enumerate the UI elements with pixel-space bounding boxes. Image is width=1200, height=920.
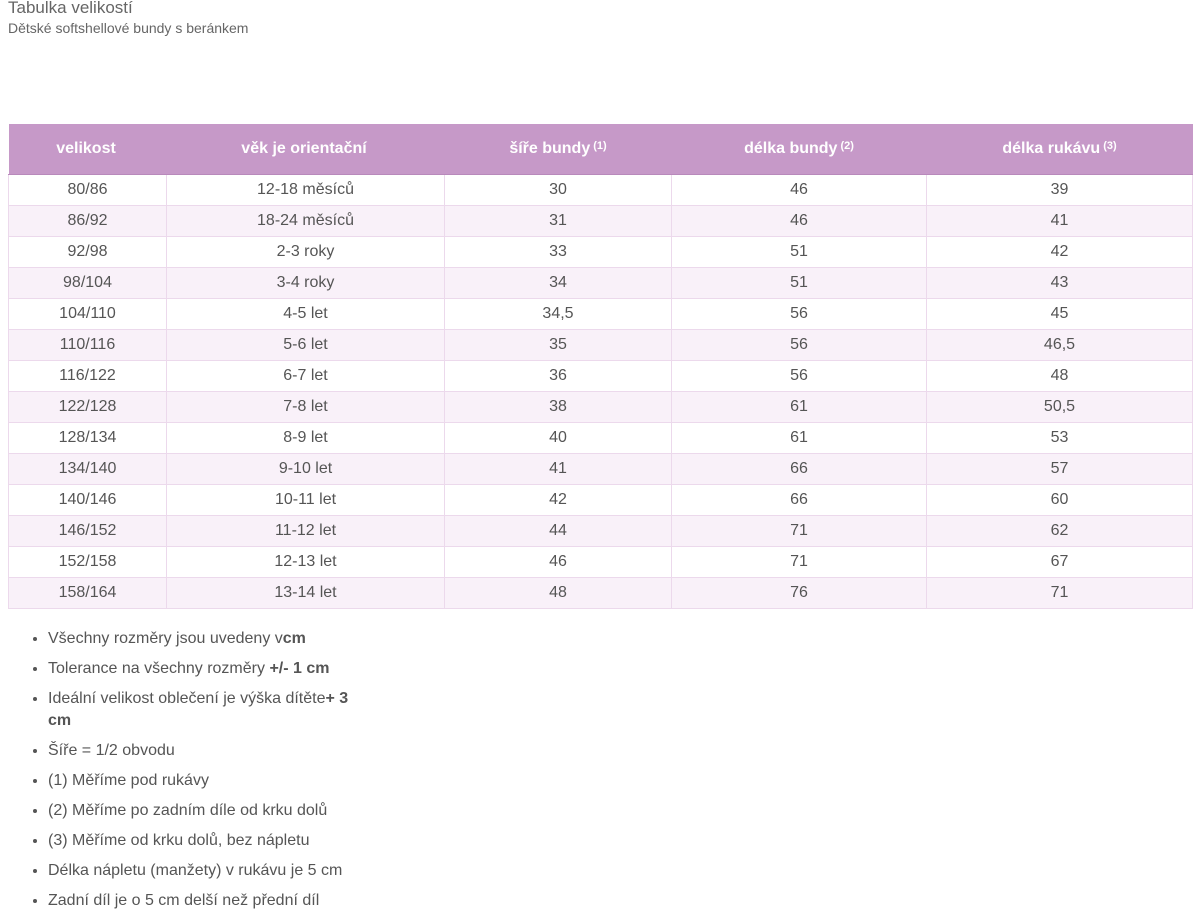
size-table [8,124,1193,609]
cell-width: 40 [445,423,672,454]
cell-width: 31 [445,206,672,237]
cell-width: 36 [445,361,672,392]
cell-sleeve: 50,5 [927,392,1193,423]
cell-age: 3-4 roky [167,268,445,299]
table-row [9,423,1193,454]
cell-length: 56 [672,330,927,361]
column-header-width: šíře bundy $^{(1)}$ [445,124,672,175]
cell-width: 35 [445,330,672,361]
cell-size: 86/92 [9,206,167,237]
column-header-size: velikost [9,124,167,175]
table-row [9,268,1193,299]
cell-size: 110/116 [9,330,167,361]
column-header-sleeve: délka rukávu $^{(3)}$ [927,124,1193,175]
cell-size: 92/98 [9,237,167,268]
cell-width: 34,5 [445,299,672,330]
cell-age: 12-18 měsíců [167,175,445,206]
column-header-age: věk je orientační [167,124,445,175]
note-back-length: • Zadní díl je o 5 cm delší než přední díl [48,890,358,912]
cell-length: 46 [672,206,927,237]
cell-age: 12-13 let [167,547,445,578]
cell-sleeve: 67 [927,547,1193,578]
cell-age: 13-14 let [167,578,445,609]
cell-sleeve: 62 [927,516,1193,547]
cell-length: 46 [672,175,927,206]
cell-age: 18-24 měsíců [167,206,445,237]
note-tolerance: • Tolerance na všechny rozměry +/- 1 cm [48,658,358,680]
cell-size: 152/158 [9,547,167,578]
note-measure-2: • (2) Měříme po zadním díle od krku dolů [48,800,358,822]
cell-width: 46 [445,547,672,578]
column-header-length: délka bundy $^{(2)}$ [672,124,927,175]
table-row [9,392,1193,423]
header-row [9,124,1193,175]
cell-age: 11-12 let [167,516,445,547]
cell-sleeve: 41 [927,206,1193,237]
cell-sleeve: 42 [927,237,1193,268]
table-row [9,547,1193,578]
table-row [9,516,1193,547]
cell-size: 116/122 [9,361,167,392]
cell-sleeve: 39 [927,175,1193,206]
cell-length: 51 [672,237,927,268]
cell-sleeve: 46,5 [927,330,1193,361]
note-units: • Všechny rozměry jsou uvedeny vcm [48,628,358,650]
cell-sleeve: 71 [927,578,1193,609]
cell-length: 66 [672,454,927,485]
cell-width: 44 [445,516,672,547]
cell-age: 5-6 let [167,330,445,361]
cell-sleeve: 53 [927,423,1193,454]
note-measure-3: • (3) Měříme od krku dolů, bez nápletu [48,830,358,852]
cell-width: 30 [445,175,672,206]
cell-width: 34 [445,268,672,299]
cell-sleeve: 45 [927,299,1193,330]
cell-sleeve: 60 [927,485,1193,516]
table-row [9,206,1193,237]
table-row [9,578,1193,609]
cell-length: 61 [672,392,927,423]
cell-age: 9-10 let [167,454,445,485]
table-row [9,485,1193,516]
cell-size: 140/146 [9,485,167,516]
cell-length: 76 [672,578,927,609]
page-subtitle: Dětské softshellové bundy s beránkem [8,20,249,36]
cell-size: 134/140 [9,454,167,485]
cell-age: 6-7 let [167,361,445,392]
cell-length: 51 [672,268,927,299]
cell-length: 61 [672,423,927,454]
note-cuff-length: • Délka nápletu (manžety) v rukávu je 5 cm [48,860,358,882]
cell-length: 71 [672,516,927,547]
cell-size: 122/128 [9,392,167,423]
table-row [9,330,1193,361]
cell-age: 8-9 let [167,423,445,454]
note-ideal-size: • Ideální velikost oblečení je výška dítěte+ 3 cm [48,688,358,732]
cell-length: 66 [672,485,927,516]
cell-length: 56 [672,299,927,330]
cell-size: 98/104 [9,268,167,299]
notes-list [8,628,358,920]
size-table-body [9,175,1193,609]
cell-length: 56 [672,361,927,392]
cell-age: 7-8 let [167,392,445,423]
cell-size: 80/86 [9,175,167,206]
cell-size: 104/110 [9,299,167,330]
cell-width: 41 [445,454,672,485]
note-measure-1: • (1) Měříme pod rukávy [48,770,358,792]
size-table-header [9,124,1193,175]
cell-sleeve: 57 [927,454,1193,485]
note-width: • Šíře = 1/2 obvodu [48,740,358,762]
cell-size: 158/164 [9,578,167,609]
table-row [9,361,1193,392]
cell-width: 33 [445,237,672,268]
page-title: Tabulka velikostí [8,0,133,17]
cell-width: 48 [445,578,672,609]
cell-width: 42 [445,485,672,516]
cell-size: 128/134 [9,423,167,454]
table-row [9,299,1193,330]
cell-age: 2-3 roky [167,237,445,268]
cell-age: 10-11 let [167,485,445,516]
cell-length: 71 [672,547,927,578]
table-row [9,175,1193,206]
table-row [9,454,1193,485]
cell-age: 4-5 let [167,299,445,330]
cell-sleeve: 48 [927,361,1193,392]
cell-width: 38 [445,392,672,423]
table-row [9,237,1193,268]
cell-sleeve: 43 [927,268,1193,299]
cell-size: 146/152 [9,516,167,547]
